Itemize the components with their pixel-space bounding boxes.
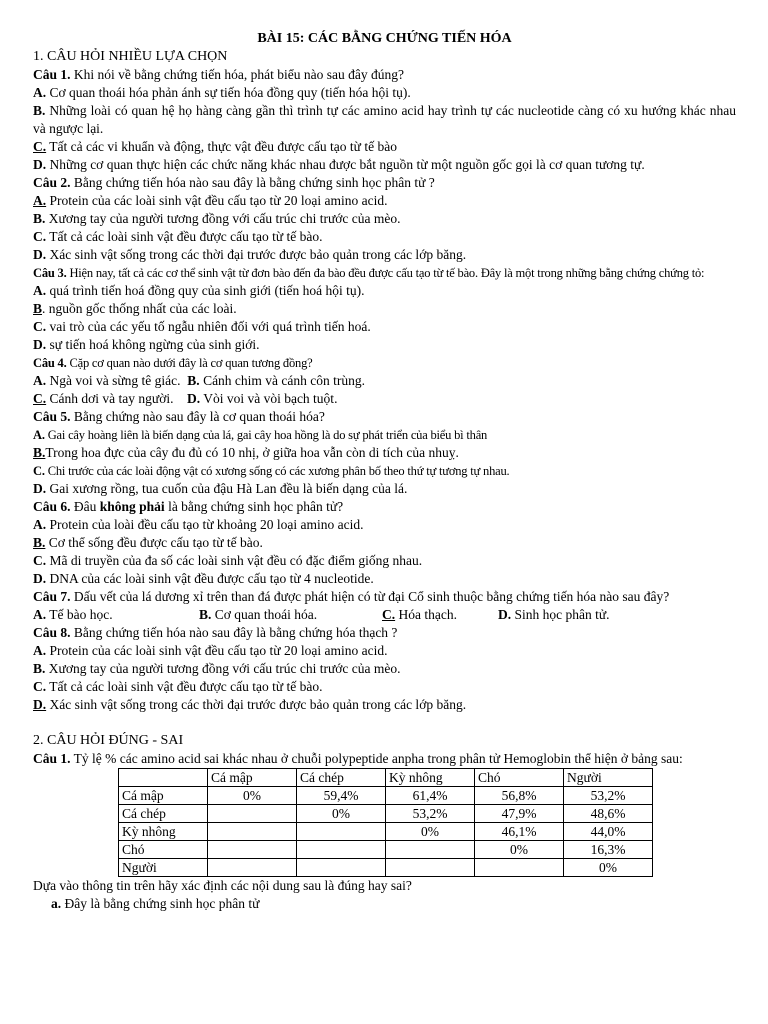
question-text: là bằng chứng sinh học phân tử? [164, 499, 344, 514]
table-cell: 44,0% [564, 823, 653, 841]
option-key-answer: C. [382, 607, 396, 622]
table-cell [208, 823, 297, 841]
question-emphasis: không phải [99, 499, 165, 514]
option-text: Gai cây hoàng liên là biến dạng của lá, gai cây hoa hồng là do sự phát triển của biểu bì thân [44, 428, 488, 442]
table-cell: 53,2% [386, 805, 475, 823]
table-cell [297, 841, 386, 859]
question-text: Hiện nay, tất cả các cơ thể sinh vật từ đơn bào đến đa bào đều được cấu tạo từ tế bào. Đây là một trong những bằng chứng chứng tỏ: [66, 266, 705, 280]
option-key: D. [33, 481, 47, 496]
question-text: Khi nói về bằng chứng tiến hóa, phát biểu nào sau đây đúng? [70, 67, 405, 82]
option-key: C. [33, 679, 47, 694]
row-label: Kỳ nhông [119, 823, 208, 841]
question-3 [33, 264, 736, 354]
question-8 [33, 624, 736, 714]
instruction-text: Dựa vào thông tin trên hãy xác định các nội dung sau là đúng hay sai? [33, 878, 412, 893]
table-row [119, 805, 653, 823]
option-key: A. [33, 428, 45, 442]
table-cell [475, 859, 564, 877]
spacer [33, 714, 736, 732]
option-key: D. [33, 571, 47, 586]
option-text: Cơ quan thoái hóa. [211, 607, 318, 622]
option-text: Tất cả các vi khuẩn và động, thực vật đều được cấu tạo từ tế bào [46, 139, 397, 154]
option-text: Tế bào học. [46, 607, 113, 622]
question-text: Bằng chứng nào sau đây là cơ quan thoái hóa? [70, 409, 325, 424]
question-text: Cặp cơ quan nào dưới đây là cơ quan tương đồng? [66, 356, 313, 370]
table-header-cell: Cá chép [297, 769, 386, 787]
question-label: Câu 1. [33, 751, 71, 766]
option-text: Những loài có quan hệ họ hàng càng gần thì trình tự các amino acid hay trình tự các nucleotide càng có xu hướng khác nhau và ngược lại. [33, 103, 736, 136]
table-cell [386, 841, 475, 859]
table-cell: 53,2% [564, 787, 653, 805]
section-heading-multiple-choice: 1. CÂU HỎI NHIỀU LỰA CHỌN [33, 49, 228, 64]
table-cell [208, 859, 297, 877]
option-key: A. [33, 85, 47, 100]
row-label: Chó [119, 841, 208, 859]
option-text: Cơ quan thoái hóa phản ánh sự tiến hóa đồng quy (tiến hóa hội tụ). [46, 85, 411, 100]
question-1 [33, 66, 736, 174]
option-key: D. [186, 391, 201, 406]
option-text: Vòi voi và vòi bạch tuột. [200, 391, 338, 406]
option-key-answer: A. [33, 193, 47, 208]
question-7 [33, 588, 736, 624]
option-text: Hóa thạch. [395, 607, 457, 622]
option-key: D. [33, 157, 47, 172]
table-header-cell: Kỳ nhông [386, 769, 475, 787]
options-row [33, 606, 736, 624]
table-header-cell: Cá mập [208, 769, 297, 787]
option-text: Ngà voi và sừng tê giác. [46, 373, 181, 388]
option-key-answer: D. [33, 697, 47, 712]
table-cell [208, 805, 297, 823]
question-text: Dấu vết của lá dương xỉ trên than đá được phát hiện có từ đại Cổ sinh thuộc bằng chứng tiến hóa nào sau đây? [70, 589, 670, 604]
question-text: Bằng chứng tiến hóa nào sau đây là bằng chứng sinh học phân tử ? [70, 175, 435, 190]
option-key: A. [33, 643, 47, 658]
option-text: Chi trước của các loài động vật có xương sống có các xương phân bố theo thứ tự tương tự nhau. [44, 464, 510, 478]
question-5 [33, 408, 736, 498]
option-key: C. [33, 229, 47, 244]
page-title: BÀI 15: CÁC BẰNG CHỨNG TIẾN HÓA [257, 31, 512, 46]
option-key: D. [33, 337, 47, 352]
table-cell: 0% [208, 787, 297, 805]
question-label: Câu 4. [33, 356, 67, 370]
option-text: vai trò của các yếu tố ngẫu nhiên đối với quá trình tiến hoá. [46, 319, 371, 334]
table-cell: 0% [564, 859, 653, 877]
option-text: Những cơ quan thực hiện các chức năng khác nhau được bắt nguồn từ một nguồn gốc gọi là cơ quan tương tự. [46, 157, 645, 172]
question-label: Câu 5. [33, 409, 71, 424]
option-key-answer: B [33, 301, 43, 316]
option-key-answer: B. [33, 535, 46, 550]
table-cell: 0% [475, 841, 564, 859]
option-key: B. [199, 607, 212, 622]
table-cell: 61,4% [386, 787, 475, 805]
option-key-answer: C. [33, 391, 47, 406]
option-text: Cánh chim và cánh côn trùng. [199, 373, 366, 388]
table-cell: 0% [386, 823, 475, 841]
option-text: Cánh dơi và tay người. [46, 391, 174, 406]
question-6 [33, 498, 736, 588]
table-cell: 16,3% [564, 841, 653, 859]
option-text: Xương tay của người tương đồng với cấu trúc chi trước của mèo. [45, 211, 401, 226]
question-2 [33, 174, 736, 264]
table-cell [297, 859, 386, 877]
table-header-cell: Chó [475, 769, 564, 787]
question-label: Câu 7. [33, 589, 71, 604]
option-text: Protein của các loài sinh vật đều cấu tạo từ 20 loại amino acid. [46, 643, 388, 658]
tf-question-1 [33, 750, 736, 768]
question-text: Đâu [70, 499, 100, 514]
table-cell: 0% [297, 805, 386, 823]
question-label: Câu 3. [33, 266, 67, 280]
item-key: a. [51, 896, 62, 911]
table-cell [386, 859, 475, 877]
item-text: Đây là bằng chứng sinh học phân tử [61, 896, 260, 911]
option-key: B. [33, 211, 46, 226]
option-text: . nguồn gốc thống nhất của các loài. [42, 301, 237, 316]
question-label: Câu 6. [33, 499, 71, 514]
option-key: A. [33, 517, 47, 532]
question-label: Câu 8. [33, 625, 71, 640]
option-text: Mã di truyền của đa số các loài sinh vật đều có đặc điểm giống nhau. [46, 553, 423, 568]
option-key: A. [33, 283, 47, 298]
option-text: Sinh học phân tử. [511, 607, 610, 622]
row-label: Cá chép [119, 805, 208, 823]
table-row [119, 823, 653, 841]
option-key: A. [33, 373, 47, 388]
question-label: Câu 1. [33, 67, 71, 82]
option-key-answer: B. [33, 445, 46, 460]
option-text: Tất cả các loài sinh vật đều được cấu tạo từ tế bào. [46, 229, 323, 244]
question-label: Câu 2. [33, 175, 71, 190]
option-key: B. [187, 373, 200, 388]
option-key: C. [33, 464, 45, 478]
option-text: Protein của loài đều cấu tạo từ khoảng 20 loại amino acid. [46, 517, 364, 532]
hemoglobin-difference-table [118, 768, 653, 877]
table-cell [208, 841, 297, 859]
option-text: Cơ thể sống đều được cấu tạo từ tế bào. [45, 535, 263, 550]
option-text: Xác sinh vật sống trong các thời đại trước được bảo quản trong các lớp băng. [46, 697, 467, 712]
question-text: Bằng chứng tiến hóa nào sau đây là bằng chứng hóa thạch ? [70, 625, 398, 640]
row-label: Người [119, 859, 208, 877]
table-row [119, 787, 653, 805]
tf-item-a [33, 895, 736, 913]
option-key-answer: C. [33, 139, 47, 154]
option-text: Xác sinh vật sống trong các thời đại trước được bảo quản trong các lớp băng. [46, 247, 467, 262]
option-key: B. [33, 103, 46, 118]
document-page [33, 30, 736, 913]
table-header-cell: Người [564, 769, 653, 787]
table-header-row [119, 769, 653, 787]
table-cell: 46,1% [475, 823, 564, 841]
table-cell [297, 823, 386, 841]
question-text: Tỷ lệ % các amino acid sai khác nhau ở chuỗi polypeptide anpha trong phân tử Hemoglobin thể hiện ở bảng sau: [70, 751, 683, 766]
section-heading-true-false: 2. CÂU HỎI ĐÚNG - SAI [33, 733, 184, 748]
option-text: Gai xương rồng, tua cuốn của đậu Hà Lan đều là biến dạng của lá. [46, 481, 408, 496]
option-key: D. [33, 247, 47, 262]
option-key: D. [498, 607, 512, 622]
option-text: sự tiến hoá không ngừng của sinh giới. [46, 337, 260, 352]
row-label: Cá mập [119, 787, 208, 805]
table-row [119, 841, 653, 859]
table-cell: 56,8% [475, 787, 564, 805]
option-key: B. [33, 661, 46, 676]
option-text: DNA của các loài sinh vật đều được cấu tạo từ 4 nucleotide. [46, 571, 374, 586]
table-cell: 59,4% [297, 787, 386, 805]
option-text: Xương tay của người tương đồng với cấu trúc chi trước của mèo. [45, 661, 401, 676]
table-header-cell [119, 769, 208, 787]
option-key: C. [33, 553, 47, 568]
option-text: Trong hoa đực của cây đu đủ có 10 nhị, ở giữa hoa vẫn còn di tích của nhuỵ. [45, 445, 459, 460]
option-text: quá trình tiến hoá đồng quy của sinh giới (tiến hoá hội tụ). [46, 283, 365, 298]
option-key: A. [33, 607, 47, 622]
table-cell: 47,9% [475, 805, 564, 823]
option-text: Tất cả các loài sinh vật đều được cấu tạo từ tế bào. [46, 679, 323, 694]
option-text: Protein của các loài sinh vật đều cấu tạo từ 20 loại amino acid. [46, 193, 388, 208]
question-4 [33, 354, 736, 408]
table-cell: 48,6% [564, 805, 653, 823]
table-row [119, 859, 653, 877]
option-key: C. [33, 319, 47, 334]
